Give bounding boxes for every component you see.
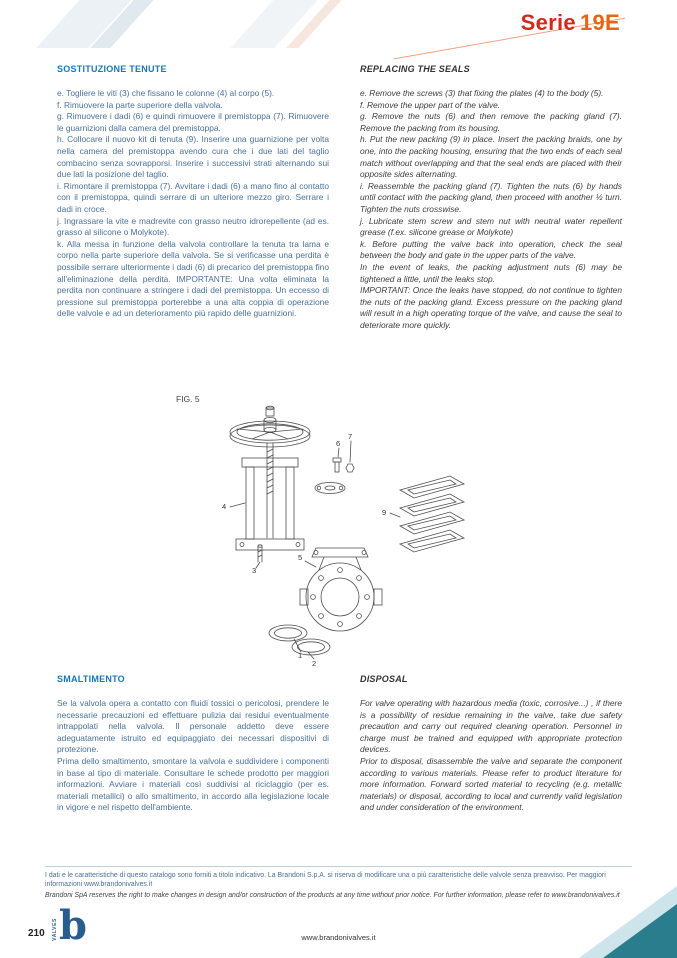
paragraph: In the event of leaks, the packing adjustment nuts (6) may be tightened a little, until the leaks stop. — [360, 261, 622, 284]
disposal-heading: DISPOSAL — [360, 674, 408, 684]
disposal-text — [360, 698, 622, 814]
replacing-the-seals-heading: REPLACING THE SEALS — [360, 64, 470, 74]
figure-label: FIG. 5 — [176, 394, 200, 404]
paragraph: For valve operating with hazardous media (toxic, corrosive...) , if there is a possibility of residue remaining in the valve, take due safety precaution and carry out required cleaning operation. Personnel in charge must be trained and equipped with appropriate protection devices. — [360, 698, 622, 755]
paragraph: Prior to disposal, disassemble the valve and separate the component according to various materials. Please refer to product literature for more information. Forward sorted material to recycling (e.g. metallic materials) or disposal, according to local and currently valid legislation and under consideration of the environment. — [360, 755, 622, 813]
figure-callout-1: 1 — [298, 651, 303, 660]
series-number: 19E — [579, 10, 620, 35]
section-replacing-the-seals — [360, 64, 622, 331]
paragraph: h. Collocare il nuovo kit di tenuta (9). Inserire una guarnizione per volta nella camera del premistoppa avendo cura che i due lati del taglio combacino senza sovrapporsi. Inserire i successivi strati alternando sui due lati la posizione del taglio. — [57, 134, 329, 180]
figure-callout-7: 7 — [348, 432, 353, 441]
section-smaltimento — [57, 674, 329, 814]
figure-callout-6: 6 — [336, 439, 341, 448]
sostituzione-tenute-heading: SOSTITUZIONE TENUTE — [57, 64, 167, 74]
figure-callout-9: 9 — [382, 508, 387, 517]
footer-divider — [45, 866, 632, 867]
paragraph: IMPORTANT: Once the leaks have stopped, do not continue to tighten the nuts of the packing gland. Excess pressure on the packing gland will result in a high operating torque of the valve, and cause the seal to deteriorate more quickly. — [360, 285, 622, 330]
figure-callout-2: 2 — [312, 659, 317, 668]
paragraph: f. Remove the upper part of the valve. — [360, 99, 501, 110]
paragraph: i. Reassemble the packing gland (7). Tighten the nuts (6) by hands until contact with the packing gland, then proceed with another ½ turn. Tighten the nuts crosswise. — [360, 180, 622, 214]
smaltimento-heading: SMALTIMENTO — [57, 674, 125, 684]
page-number: 210 — [28, 928, 45, 939]
paragraph: i. Rimontare il premistoppa (7). Avvitare i dadi (6) a mano fino al contatto con il premistoppa, quindi serrare di un ulteriore mezzo giro. Serrare i dadi in croce. — [57, 180, 329, 214]
footer-notes — [45, 871, 632, 900]
smaltimento-text — [57, 698, 329, 814]
paragraph: e. Remove the screws (3) that fixing the plates (4) to the body (5). — [360, 88, 604, 98]
seals-steps-italian — [57, 88, 329, 320]
logo-valves-text: VALVES — [52, 918, 58, 941]
footer-website: www.brandonivalves.it — [301, 933, 376, 942]
paragraph: e. Togliere le viti (3) che fissano le colonne (4) al corpo (5). — [57, 88, 275, 98]
footer-note-italian: I dati e le caratteristiche di questo catalogo sono forniti a titolo indicativo. La Brandoni S.p.A. si riserva di modificare una o più caratteristiche delle valvole senza preavviso. Per maggiori informazioni www.brandonivalves.it — [45, 872, 606, 888]
page-title — [521, 10, 620, 36]
figure-exploded-valve — [208, 400, 478, 668]
paragraph: k. Alla messa in funzione della valvola controllare la tenuta tra lama e corpo nella parte superiore della valvola. Se si verificasse una perdita è possibile serrare ulteriormente i dadi (6) di precarico del premistoppa fino all'eliminazione della perdita. IMPORTANTE: Una volta eliminata la perdita non continuare a stringere i dadi del premistoppa. Un eccesso di pressione sul premistoppa porterebbe a una alta coppia di operazione delle valvole e ad un deterioramento più rapido delle guarnizioni. — [57, 238, 329, 319]
paragraph: f. Rimuovere la parte superiore della valvola. — [57, 99, 223, 110]
valve-exploded-drawing — [208, 400, 478, 668]
paragraph: j. Ingrassare la vite e madrevite con grasso neutro idrorepellente (ad es. grasso al silicone o Molykote). — [57, 215, 329, 238]
series-label: Serie — [520, 10, 576, 35]
corner-accent-teal — [603, 904, 677, 958]
paragraph: h. Put the new packing (9) in place. Insert the packing braids, one by one, into the packing housing, ensuring that the two ends of each seal match without overlapping and that the seal ends are placed with their opposite sides alternating. — [360, 134, 622, 180]
figure-callout-5: 5 — [298, 553, 303, 562]
paragraph: g. Remove the nuts (6) and then remove the packing gland (7). Remove the packing from its housing. — [360, 111, 622, 133]
section-sostituzione-tenute — [57, 64, 329, 320]
paragraph: j. Lubricate stem screw and stem nut with neutral water repellent grease (f.ex. silicone grease or Molykote) — [360, 215, 622, 238]
seals-steps-english — [360, 88, 622, 331]
paragraph: g. Rimuovere i dadi (6) e quindi rimuovere il premistoppa (7). Rimuovere le guarnizioni dalla camera del premistoppa. — [57, 111, 329, 133]
paragraph: k. Before putting the valve back into operation, check the seal between the body and gate in the upper parts of the valve. — [360, 238, 622, 261]
paragraph: Se la valvola opera a contatto con fluidi tossici o pericolosi, prendere le necessarie precauzioni ed effettuare pulizia dai residui eventualmente intrappolati nella valvola. Il personale addetto deve essere adeguatamente istruito ed equipaggiato dei necessari dispositivi di protezione. — [57, 698, 329, 755]
section-disposal — [360, 674, 622, 814]
logo-b-letter: b — [59, 902, 87, 949]
footer-note-english: Brandoni SpA reserves the right to make changes in design and/or construction of the products at any time without prior notice. For further information, please refer to www.brandonivalves.it — [45, 892, 620, 899]
paragraph: Prima dello smaltimento, smontare la valvola e suddividere i componenti in base al tipo di materiale. Consultare le schede prodotto per maggiori informazioni. Avviare i materiali così suddivisi al riciclaggio (per es. materiali metallici) o allo smaltimento, in accordo alla legislazione locale in vigore e nel rispetto dell'ambiente. — [57, 755, 329, 813]
figure-callout-4: 4 — [222, 502, 227, 511]
brandoni-logo — [50, 902, 92, 954]
figure-callout-3: 3 — [252, 566, 257, 575]
